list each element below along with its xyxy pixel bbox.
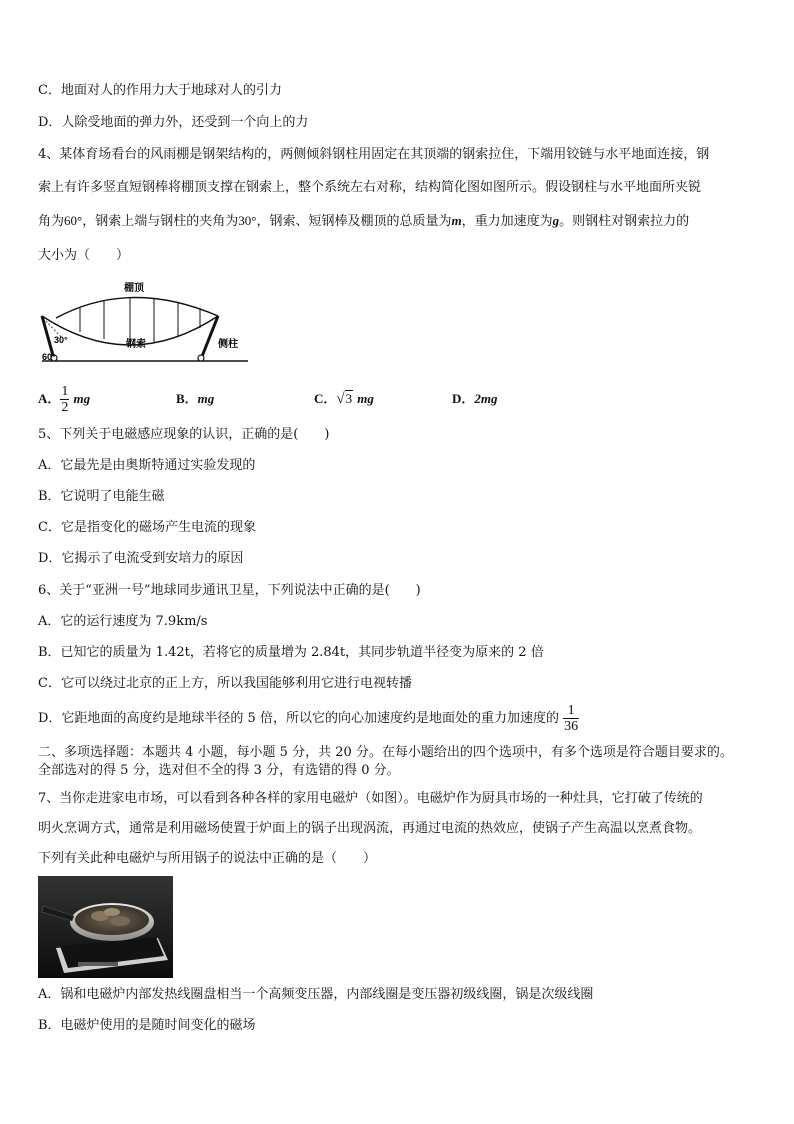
- question-4-line-4: 大小为（ ）: [38, 248, 130, 263]
- numerator: 1: [61, 384, 69, 399]
- question-7-line-3: 下列有关此种电磁炉与所用锅子的说法中正确的是（ ）: [38, 851, 377, 866]
- numerator: 1: [563, 703, 579, 719]
- question-5: 5、下列关于电磁感应现象的认识，正确的是( ): [38, 427, 330, 442]
- q6-option-d: [38, 702, 579, 736]
- q4-text: 角为: [38, 214, 65, 229]
- gravity-symbol: g: [552, 213, 560, 228]
- radicand: 3: [345, 391, 353, 406]
- section-2-line-1: 二、多项选择题：本题共 4 小题，每小题 5 分，共 20 分。在每小题给出的四个选项中，有多个选项是符合题目要求的。: [38, 745, 733, 760]
- section-2-line-2: 全部选对的得 5 分，选对但不全的得 3 分，有选错的得 0 分。: [38, 763, 400, 778]
- q6-option-c: C．它可以绕过北京的正上方，所以我国能够利用它进行电视转播: [38, 676, 412, 691]
- q4-text: 。则钢柱对钢索拉力的: [559, 214, 690, 229]
- value: mg: [197, 391, 215, 406]
- option-label: C．: [314, 391, 337, 406]
- question-4-line-1: 4、某体育场看台的风雨棚是钢架结构的，两侧倾斜钢柱用固定在其顶端的钢索拉住，下端用铰链与水平地面连接，钢: [38, 147, 710, 162]
- denominator: 36: [564, 719, 579, 734]
- q5-option-c: C．它是指变化的磁场产生电流的现象: [38, 520, 256, 535]
- unit: mg: [73, 391, 91, 406]
- denominator: 2: [61, 400, 69, 415]
- option-label: D．: [452, 391, 475, 406]
- q6-option-a: A．它的运行速度为 7.9km/s: [38, 614, 208, 629]
- q7-option-a: A．锅和电磁炉内部发热线圈盘相当一个高频变压器，内部线圈是变压器初级线圈，锅是次级线圈: [38, 987, 594, 1002]
- right-pillar: [201, 316, 218, 359]
- value: 2mg: [474, 391, 498, 406]
- pillar-label: 侧柱: [218, 339, 238, 350]
- sqrt-sign: √: [336, 391, 345, 407]
- option-d-prev: D．人除受地面的弹力外，还受到一个向上的力: [38, 115, 309, 130]
- cable-label: 钢索: [126, 339, 146, 350]
- q4-option-a: [38, 384, 90, 414]
- question-7-line-1: 7、当你走进家电市场，可以看到各种各样的家用电磁炉（如图）。电磁炉作为厨具市场的一种灶具，它打破了传统的: [38, 791, 703, 806]
- angle-60: 60°: [64, 213, 83, 228]
- q5-option-b: B．它说明了电能生磁: [38, 489, 165, 504]
- mass-symbol: m: [451, 213, 462, 228]
- q5-option-d: D．它揭示了电流受到安培力的原因: [38, 551, 244, 566]
- q6-d-text: D．它距地面的高度约是地球半径的 5 倍，所以它的向心加速度约是地面处的重力加速度的: [38, 711, 559, 726]
- question-4-line-3: [38, 212, 689, 231]
- q5-option-a: A．它最先是由奥斯特通过实验发现的: [38, 458, 256, 473]
- structure-diagram: [40, 278, 250, 370]
- fraction-half: [60, 384, 69, 415]
- angle-bottom-label: 60°: [42, 352, 56, 362]
- angle-top-label: 30°: [54, 335, 68, 345]
- question-7-line-2: 明火烹调方式，通常是利用磁场使置于炉面上的锅子出现涡流，再通过电流的热效应，使锅子产生高温以烹煮食物。: [38, 821, 702, 836]
- q4-text: ，重力加速度为: [461, 214, 553, 229]
- q4-option-c: [314, 384, 374, 414]
- cooker-illustration: [38, 876, 173, 978]
- unit: mg: [357, 391, 374, 406]
- option-label: B．: [176, 391, 198, 406]
- roof-label: 棚顶: [124, 283, 144, 294]
- q4-text: ，钢索上端与钢柱的夹角为: [82, 214, 239, 229]
- induction-cooker-photo: [38, 876, 173, 978]
- option-label: A．: [38, 391, 61, 406]
- q4-text: ，钢索、短钢棒及棚顶的总质量为: [256, 214, 452, 229]
- q7-option-b: B．电磁炉使用的是随时间变化的磁场: [38, 1018, 256, 1033]
- q4-option-b: [176, 384, 214, 414]
- angle-30: 30°: [238, 213, 257, 228]
- q4-option-d: [452, 384, 498, 414]
- fraction-1-36: [563, 703, 579, 734]
- right-hinge: [198, 355, 204, 361]
- option-c-prev: C．地面对人的作用力大于地球对人的引力: [38, 83, 282, 98]
- question-4-line-2: 索上有许多竖直短钢棒将棚顶支撑在钢索上，整个系统左右对称，结构简化图如图所示。假设钢柱与水平地面所夹锐: [38, 180, 702, 195]
- q6-option-b: B．已知它的质量为 1.42t，若将它的质量增为 2.84t，其同步轨道半径变为原来的 2 倍: [38, 645, 544, 660]
- question-6: 6、关于“亚洲一号”地球同步通讯卫星，下列说法中正确的是( ): [38, 583, 421, 598]
